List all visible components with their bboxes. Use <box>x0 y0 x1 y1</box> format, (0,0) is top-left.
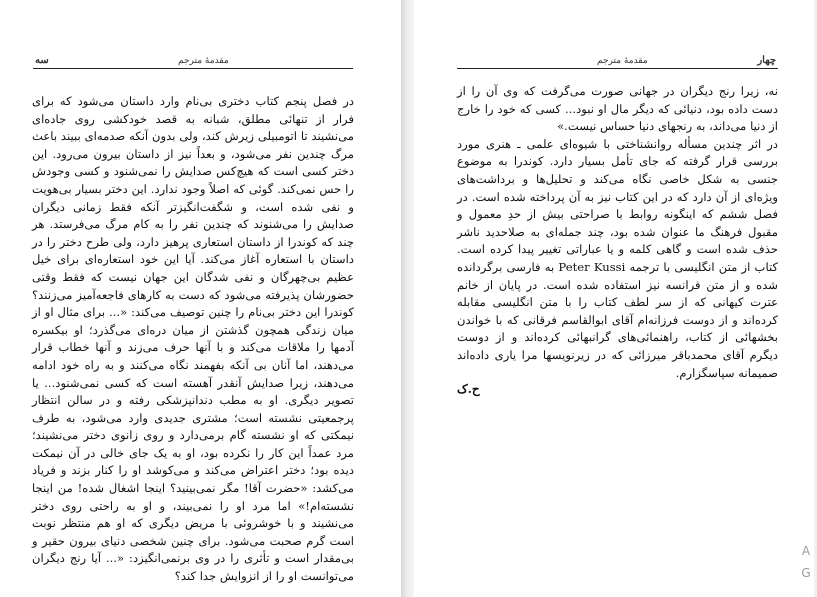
running-head <box>457 56 778 69</box>
body-text <box>32 93 354 586</box>
paragraph: در اثر چندین مسأله روانشناختی با شیوه‌ای علمی ـ هنری مورد بررسی قرار گرفته که جای تأمل بسیار دارد. کوندرا به موضوع جنسی به شکل خاصی نگاه می‌کند و تحلیل‌ها و برداشت‌های ویژه‌ای از آن دارد که در این کتاب نیز به آن پرداخته شده است. در فصل ششم که اینگونه روابط با صراحتی بیش از حدِ معمول و مقبول فرهنگ ما عنوان شده بود، چند جمله‌ای به صلاحدید ناشر حذف شده است و گاهی کلمه و یا عباراتی تغییر پیدا کرده است. کتاب از متن انگلیسی با ترجمه Peter Kussi به فارسی برگردانده شده و از متن فرانسه نیز استفاده شده است. در پایان از خانم عترت کیهانی که از سر لطف کتاب را با متن انگلیسی مقابله کرده‌اند و از دوست فرزانه‌ام آقای ابوالقاسم فرقانی که با خواندن بخشهائی از کتاب، راهنمائی‌های گرانبهائی کرده‌اند و از دوست دیگرم آقای محمدباقر میرزائی که در زیرنویسها مرا یاری داده‌اند صمیمانه سپاسگزارم. <box>457 136 778 380</box>
book-gutter <box>401 0 414 597</box>
translator-initials: ح.ک <box>457 382 480 396</box>
side-glyph: A <box>801 544 811 558</box>
page-right <box>414 0 814 597</box>
page-number: سه <box>35 55 49 66</box>
body-text <box>457 83 778 382</box>
running-head-title: مقدمهٔ مترجم <box>178 56 229 66</box>
paragraph: در فصل پنجم کتاب دختری بی‌نام وارد داستان می‌شود که برای فرار از تنهائی مطلق، شبانه به قصد خودکشی روی جاده‌ای می‌نشیند تا اتومبیلی زیرش کند، ولی بدون آنکه صدمه‌ای ببیند باعث مرگ چندین نفر می‌شود، و بعداً نیز از داستان بیرون می‌رود. این دختر کسی است که هیچ‌کس صدایش را نمی‌شنود و کسی وجودش را حس نمی‌کند. گوئی که اصلاً وجود ندارد. این دختر بسیار بی‌هویت و نفی شده است، و شگفت‌انگیزتر آنکه فقط زمانی دیگران صدایش را می‌شنوند که چندین نفر را به کام مرگ می‌فرستد. هر چند که کوندرا از داستان استعاری پرهیز دارد، ولی طرح دختر را در داستان با استعاره آغاز می‌کند. آیا این خود استعاره‌ای برای خیل عظیم بی‌چهرگان و نفی شدگان این جهان نیست که فقط وقتی حضورشان پذیرفته می‌شود که دست به کارهای فاجعه‌آمیز می‌زنند؟ کوندرا این دختر بی‌نام را چنین توصیف می‌کند: «... برای مثال او از میان زندگی همچون گذشتن از میان دره‌ای می‌گذرد؛ او بیکسره آدمها را ملاقات می‌کند و با آنها حرف می‌زند و آنها خطاب قرار می‌دهند، اما آنان بی آنکه بفهمند نگاه می‌کنند و به راه خود ادامه می‌دهند، زیرا صدایش آنقدر آهسته است که کسی نمی‌شنود... یا تصویر دیگری. او به مطب دندانپزشکی رفته و در سالن انتظار پرجمعیتی نشسته است؛ مشتری جدیدی وارد می‌شود، به طرف نیمکتی که او نشسته گام برمی‌دارد و روی زانوی دختر می‌نشیند؛ مرد عمداً این کار را نکرده بود، او به یک جای خالی در آن نیمکت دیده بود؛ دختر اعتراض می‌کند و می‌کوشد او را کنار بزند و فریاد می‌کشد: «حضرت آقا! مگر نمی‌بینید؟ اینجا اشغال شده! من اینجا نشسته‌ام!» اما مرد او را نمی‌بیند، و او به راحتی روی دختر می‌نشیند و با خوشروئی با مریض دیگری که او هم منتظر نوبت است گرم صحبت می‌شود. برای چنین شخصی دنیای بیرون حقیر و بی‌مقدار است و تأثری را در وی برنمی‌انگیزد: «... آیا رنج دیگران می‌توانست او را از انزوایش جدا کند؟ <box>32 94 354 584</box>
page-left <box>0 0 401 597</box>
side-glyph: G <box>801 566 811 580</box>
page-number: چهار <box>757 55 776 66</box>
running-head <box>33 56 353 69</box>
running-head-title: مقدمهٔ مترجم <box>597 56 648 66</box>
side-glyphs <box>799 540 813 584</box>
paragraph: نه، زیرا رنج دیگران در جهانی صورت می‌گرفت که وی آن را از دست داده بود، دنیائی که دیگر مال او نبود... کسی که خود را خارج از دنیا می‌داند، به رنجهای دنیا حساس نیست.» <box>457 84 778 134</box>
